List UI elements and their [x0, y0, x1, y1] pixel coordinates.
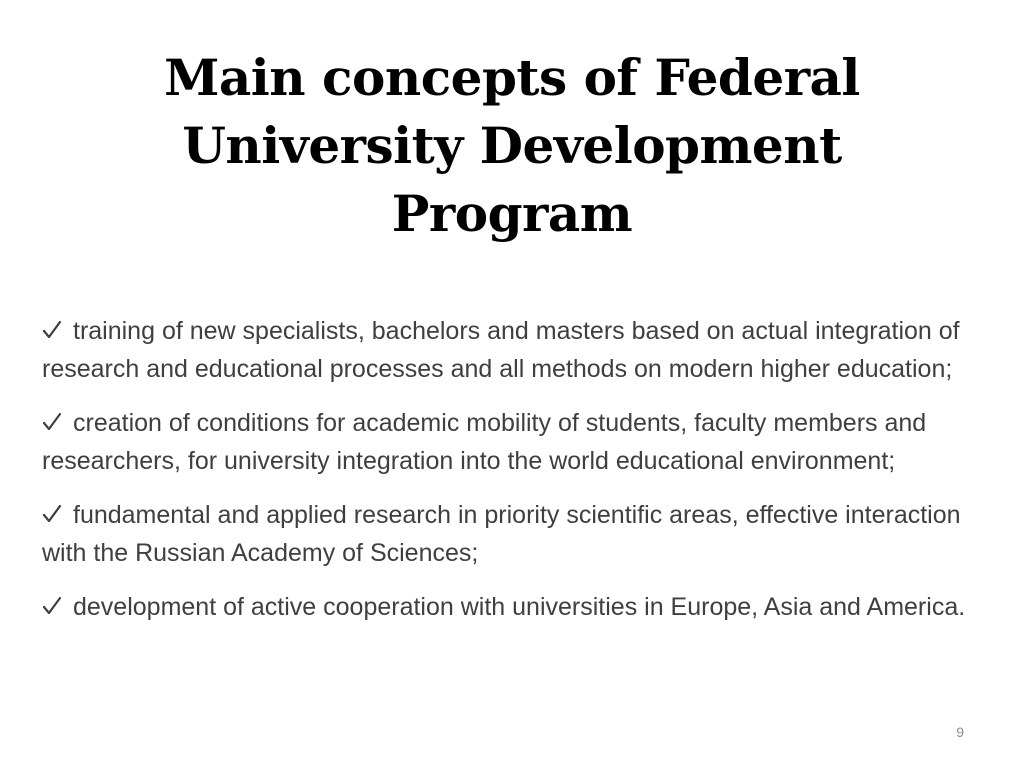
bullet-item — [42, 589, 977, 627]
checkmark-icon — [42, 319, 62, 341]
bullet-item — [42, 313, 977, 388]
bullet-item — [42, 405, 977, 480]
checkmark-icon — [42, 503, 62, 525]
bullet-item — [42, 497, 977, 572]
bullet-text: development of active cooperation with universities in Europe, Asia and America. — [73, 593, 966, 621]
bullet-list — [42, 313, 977, 644]
bullet-text: creation of conditions for academic mobility of students, faculty members and researchers, for university integration into the world educational environment; — [42, 409, 927, 475]
checkmark-icon — [42, 411, 62, 433]
bullet-text: fundamental and applied research in priority scientific areas, effective interaction with the Russian Academy of Sciences; — [42, 501, 961, 567]
bullet-text: training of new specialists, bachelors and masters based on actual integration of research and educational processes and all methods on modern higher education; — [42, 317, 960, 383]
slide-title: Main concepts of Federal University Development Program — [164, 47, 860, 243]
checkmark-icon — [42, 595, 62, 617]
page-number: 9 — [956, 724, 964, 740]
